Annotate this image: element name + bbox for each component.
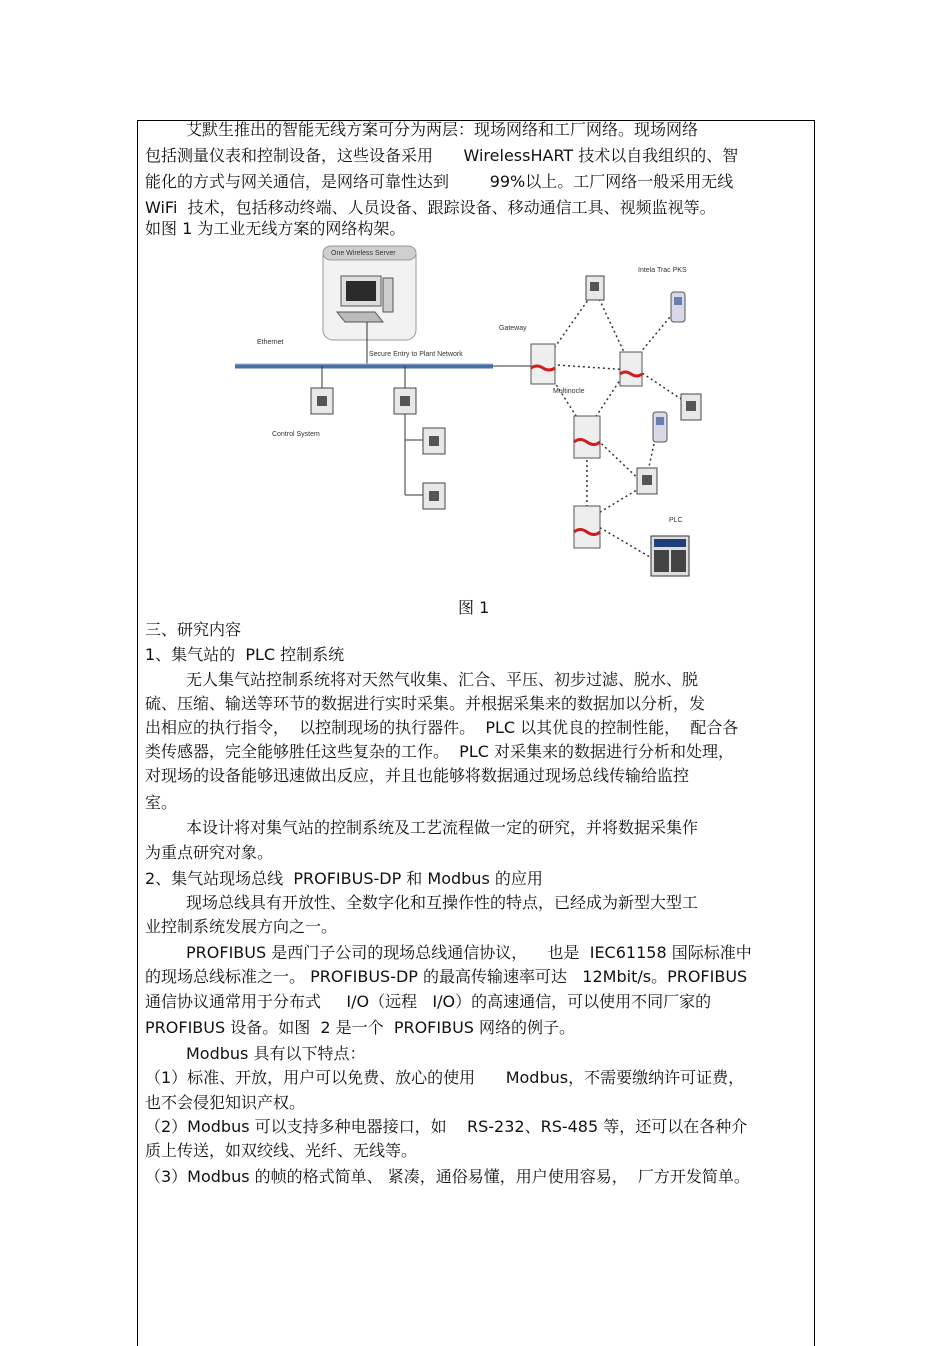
multinode-icon xyxy=(574,506,600,548)
body-line: （3）Modbus 的帧的格式简单、 紧凑，通俗易懂，用户使用容易， 厂方开发简单。 xyxy=(145,1167,750,1186)
intro-line: 如图 1 为工业无线方案的网络构架。 xyxy=(145,219,406,238)
controller-icon xyxy=(423,483,445,509)
wireless-links xyxy=(543,290,690,560)
body-line: 通信协议通常用于分布式 I/O（远程 I/O）的高速通信，可以使用不同厂家的 xyxy=(145,992,712,1011)
multinode-label: Multinocle xyxy=(553,388,585,395)
body-line: 类传感器，完全能够胜任这些复杂的工作。 PLC 对采集来的数据进行分析和处理， xyxy=(145,742,734,761)
transmitter-icon xyxy=(586,276,604,300)
body-line: 也不会侵犯知识产权。 xyxy=(145,1093,306,1112)
body-line: 的现场总线标准之一。 PROFIBUS-DP 的最高传输速率可达 12Mbit/s。PROFIBUS xyxy=(145,967,748,986)
body-line: 室。 xyxy=(145,793,178,812)
controller-icon xyxy=(311,388,333,414)
subsection-title: 1、集气站的 PLC 控制系统 xyxy=(145,645,345,664)
subsection-title: 2、集气站现场总线 PROFIBUS-DP 和 Modbus 的应用 xyxy=(145,869,543,888)
body-line: 无人集气站控制系统将对天然气收集、汇合、平压、初步过滤、脱水、脱 xyxy=(186,670,699,689)
gateway-label: Gateway xyxy=(499,325,527,332)
control-system-label: Control System xyxy=(272,431,320,438)
server-label: One Wireless Server xyxy=(331,250,396,257)
body-line: 出相应的执行指令， 以控制现场的执行器件。 PLC 以其优良的控制性能， 配合各 xyxy=(145,718,739,737)
handheld-icon xyxy=(653,412,667,442)
body-line: 本设计将对集气站的控制系统及工艺流程做一定的研究，并将数据采集作 xyxy=(186,818,699,837)
section-heading: 三、研究内容 xyxy=(145,620,242,639)
intro-line: 包括测量仪表和控制设备，这些设备采用 WirelessHART 技术以自我组织的、智 xyxy=(145,146,739,165)
transmitter-icon xyxy=(637,468,657,494)
intro-line: 艾默生推出的智能无线方案可分为两层：现场网络和工厂网络。现场网络 xyxy=(186,120,699,139)
intro-line: 能化的方式与网关通信，是网络可靠性达到 99%以上。工厂网络一般采用无线 xyxy=(145,172,734,191)
intro-line: WiFi 技术，包括移动终端、人员设备、跟踪设备、移动通信工具、视频监视等。 xyxy=(145,198,716,217)
body-line: Modbus 具有以下特点： xyxy=(186,1044,366,1063)
body-line: 业控制系统发展方向之一。 xyxy=(145,917,338,936)
intela-label: Intela Trac PKS xyxy=(638,267,687,274)
controller-icon xyxy=(394,388,416,414)
body-line: （2）Modbus 可以支持多种电器接口，如 RS-232、RS-485 等，还可以在各种介 xyxy=(145,1117,748,1136)
controller-icon xyxy=(423,428,445,454)
body-line: 对现场的设备能够迅速做出反应，并且也能够将数据通过现场总线传输给监控 xyxy=(145,766,690,785)
ethernet-label: Ethernet xyxy=(257,339,284,346)
body-line: 为重点研究对象。 xyxy=(145,843,274,862)
multinode-icon xyxy=(574,416,600,458)
body-line: （1）标准、开放，用户可以免费、放心的使用 Modbus，不需要缴纳许可证费， xyxy=(145,1068,745,1087)
handheld-icon xyxy=(671,292,685,322)
body-line: 硫、压缩、输送等环节的数据进行实时采集。并根据采集来的数据加以分析，发 xyxy=(145,694,706,713)
figure-caption: 图 1 xyxy=(458,598,490,617)
body-line: PROFIBUS 是西门子公司的现场总线通信协议， 也是 IEC61158 国际标准中 xyxy=(186,943,752,962)
multinode-icon xyxy=(620,352,642,386)
gateway-icon xyxy=(531,344,555,384)
body-line: PROFIBUS 设备。如图 2 是一个 PROFIBUS 网络的例子。 xyxy=(145,1018,576,1037)
body-line: 现场总线具有开放性、全数字化和互操作性的特点，已经成为新型大型工 xyxy=(186,893,699,912)
body-line: 质上传送，如双绞线、光纤、无线等。 xyxy=(145,1141,418,1160)
secure-entry-label: Secure Entry to Plant Network xyxy=(369,351,463,358)
plc-label: PLC xyxy=(669,517,683,524)
network-diagram xyxy=(225,240,725,585)
plc-icon xyxy=(651,536,689,576)
transmitter-icon xyxy=(681,394,701,420)
